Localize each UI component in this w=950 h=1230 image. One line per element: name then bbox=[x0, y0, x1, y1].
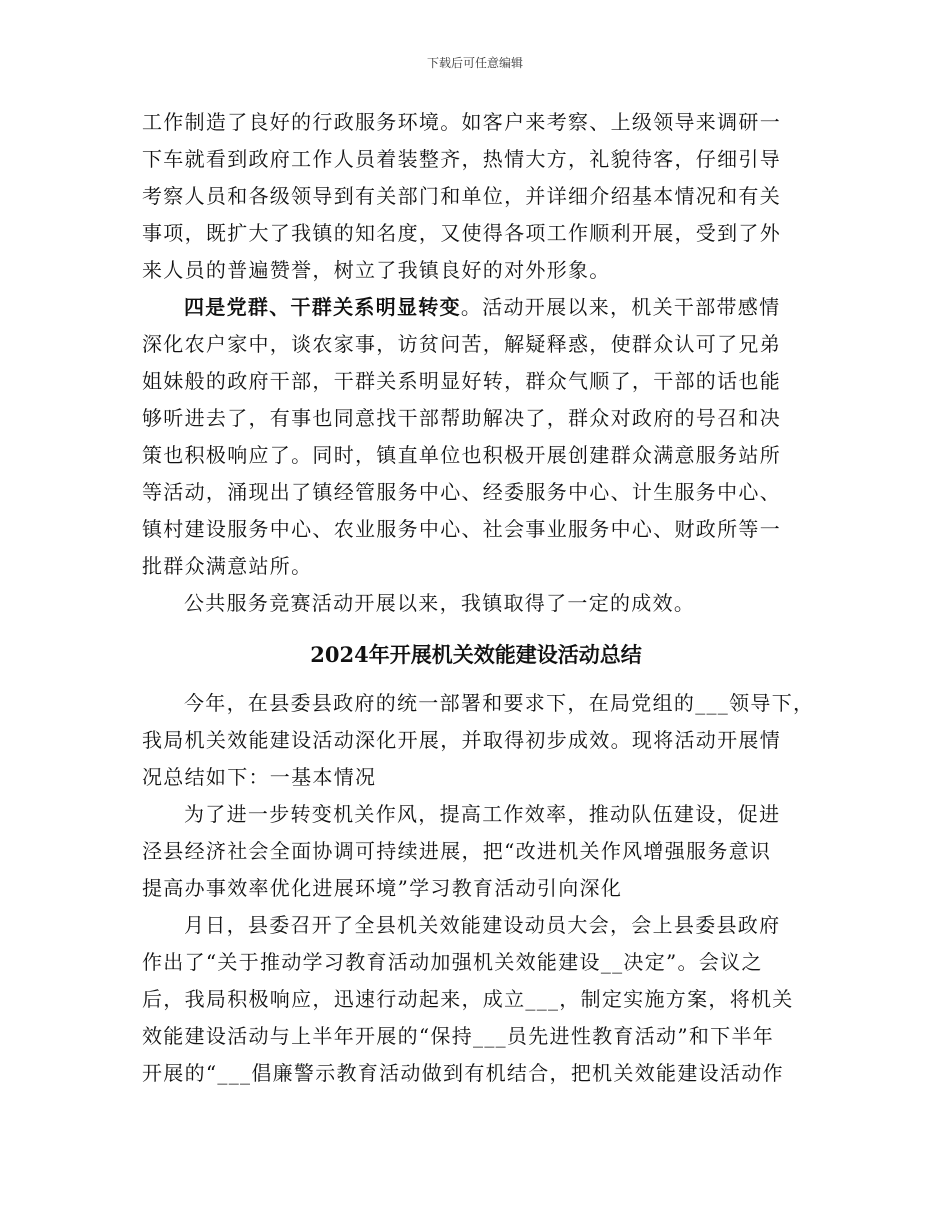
text-line: 工作制造了良好的行政服务环境。如客户来考察、上级领导来调研一 bbox=[142, 110, 781, 134]
text-line: 批群众满意站所。 bbox=[142, 554, 313, 578]
text-line: 考察人员和各级领导到有关部门和单位，并详细介绍基本情况和有关 bbox=[142, 184, 781, 208]
text-line: 等活动，涌现出了镇经管服务中心、经委服务中心、计生服务中心、 bbox=[142, 480, 781, 504]
text-line: 来人员的普遍赞誉，树立了我镇良好的对外形象。 bbox=[142, 258, 611, 282]
text-line: 下车就看到政府工作人员着装整齐，热情大方，礼貌待客，仔细引导 bbox=[142, 147, 781, 171]
text-line: 姐妹般的政府干部，干群关系明显好转，群众气顺了，干部的话也能 bbox=[142, 369, 781, 393]
text-line: 提高办事效率优化进展环境”学习教育活动引向深化 bbox=[142, 876, 623, 900]
text-line: 深化农户家中，谈农家事，访贫问苦，解疑释惑，使群众认可了兄弟 bbox=[142, 332, 781, 356]
text-span: 。活动开展以来，机关干部带感情 bbox=[460, 295, 781, 319]
document-body bbox=[142, 104, 815, 1092]
text-line: 开展的“___倡廉警示教育活动做到有机结合，把机关效能建设活动作 bbox=[142, 1061, 784, 1085]
text-line: 策也积极响应了。同时，镇直单位也积极开展创建群众满意服务站所 bbox=[142, 443, 781, 467]
text-line: 况总结如下：一基本情况 bbox=[142, 765, 377, 789]
section-title: 2024年开展机关效能建设活动总结 bbox=[310, 642, 642, 667]
text-line: 为了进一步转变机关作风，提高工作效率，推动队伍建设，促进 bbox=[184, 802, 781, 826]
text-line: 今年，在县委县政府的统一部署和要求下，在局党组的___领导下， bbox=[184, 691, 815, 715]
text-line: 后，我局积极响应，迅速行动起来，成立___，制定实施方案，将机关 bbox=[142, 987, 794, 1011]
text-line: 月日，县委召开了全县机关效能建设动员大会，会上县委县政府 bbox=[184, 913, 781, 937]
bold-heading: 四是党群、干群关系明显转变 bbox=[184, 295, 461, 319]
text-line: 效能建设活动与上半年开展的“保持___员先进性教育活动”和下半年 bbox=[142, 1024, 775, 1048]
text-line: 事项，既扩大了我镇的知名度，又使得各项工作顺利开展，受到了外 bbox=[142, 221, 781, 245]
text-line: 够听进去了，有事也同意找干部帮助解决了，群众对政府的号召和决 bbox=[142, 406, 781, 430]
paragraph-first-line bbox=[142, 289, 810, 326]
text-line: 泾县经济社会全面协调可持续进展，把“改进机关作风增强服务意识 bbox=[142, 839, 772, 863]
text-line: 镇村建设服务中心、农业服务中心、社会事业服务中心、财政所等一 bbox=[142, 517, 781, 541]
text-line: 公共服务竞赛活动开展以来，我镇取得了一定的成效。 bbox=[184, 591, 696, 615]
text-line: 我局机关效能建设活动深化开展，并取得初步成效。现将活动开展情 bbox=[142, 728, 781, 752]
text-line: 作出了“关于推动学习教育活动加强机关效能建设__决定”。会议之 bbox=[142, 950, 763, 974]
page-header: 下载后可任意编辑 bbox=[426, 56, 523, 70]
